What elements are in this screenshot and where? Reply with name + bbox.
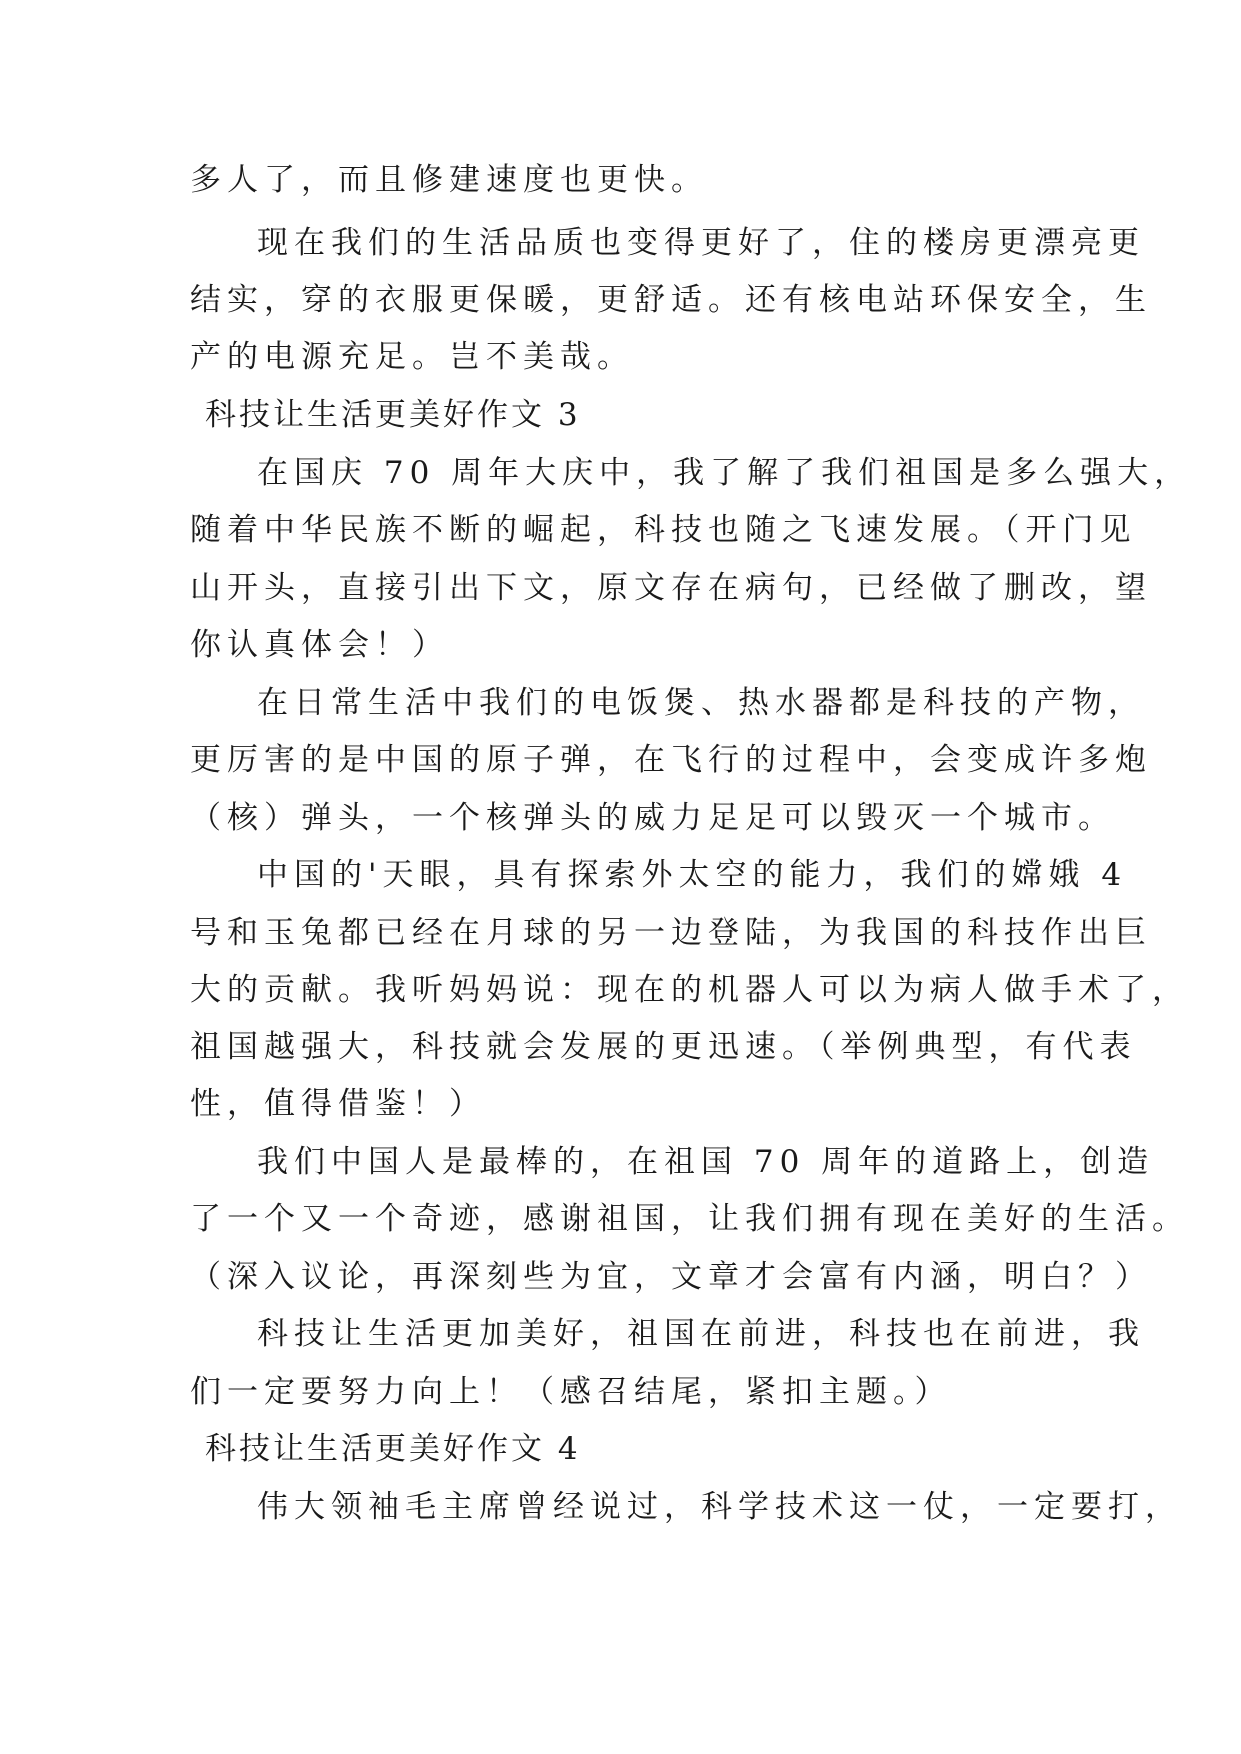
text-line: 产的电源充足。岂不美哉。 — [190, 339, 634, 375]
paragraph-first-line: 在国庆 70 周年大庆中，我了解了我们祖国是多么强大， — [257, 455, 1192, 491]
text-line: 结实，穿的衣服更保暖，更舒适。还有核电站环保安全，生 — [190, 282, 1152, 318]
paragraph-first-line: 伟大领袖毛主席曾经说过，科学技术这一仗，一定要打， — [257, 1489, 1182, 1525]
text-line: 随着中华民族不断的崛起，科技也随之飞速发展。（开门见 — [190, 512, 1137, 548]
paragraph-first-line: 中国的'天眼，具有探索外太空的能力，我们的嫦娥 4 — [257, 857, 1128, 893]
section-heading: 科技让生活更美好作文 3 — [205, 397, 581, 433]
paragraph-first-line: 在日常生活中我们的电饭煲、热水器都是科技的产物， — [257, 685, 1145, 721]
text-line: 多人了，而且修建速度也更快。 — [190, 162, 708, 198]
text-line: （核）弹头，一个核弹头的威力足足可以毁灭一个城市。 — [190, 800, 1115, 836]
text-line: 们一定要努力向上！（感召结尾，紧扣主题。） — [190, 1374, 952, 1410]
text-line: 性，值得借鉴！） — [190, 1086, 486, 1122]
text-line: （深入议论，再深刻些为宜，文章才会富有内涵，明白？） — [190, 1259, 1152, 1295]
text-line: 了一个又一个奇迹，感谢祖国，让我们拥有现在美好的生活。 — [190, 1201, 1189, 1237]
text-line: 号和玉兔都已经在月球的另一边登陆，为我国的科技作出巨 — [190, 915, 1152, 951]
paragraph-first-line: 我们中国人是最棒的，在祖国 70 周年的道路上，创造 — [257, 1144, 1155, 1180]
paragraph-first-line: 科技让生活更加美好，祖国在前进，科技也在前进，我 — [257, 1316, 1145, 1352]
paragraph-first-line: 现在我们的生活品质也变得更好了，住的楼房更漂亮更 — [257, 225, 1145, 261]
text-line: 更厉害的是中国的原子弹，在飞行的过程中，会变成许多炮 — [190, 742, 1152, 778]
text-line: 山开头，直接引出下文，原文存在病句，已经做了删改，望 — [190, 570, 1152, 606]
text-line: 大的贡献。我听妈妈说：现在的机器人可以为病人做手术了， — [190, 972, 1189, 1008]
text-line: 祖国越强大，科技就会发展的更迅速。（举例典型，有代表 — [190, 1029, 1137, 1065]
text-line: 你认真体会！） — [190, 627, 449, 663]
section-heading: 科技让生活更美好作文 4 — [205, 1431, 581, 1467]
